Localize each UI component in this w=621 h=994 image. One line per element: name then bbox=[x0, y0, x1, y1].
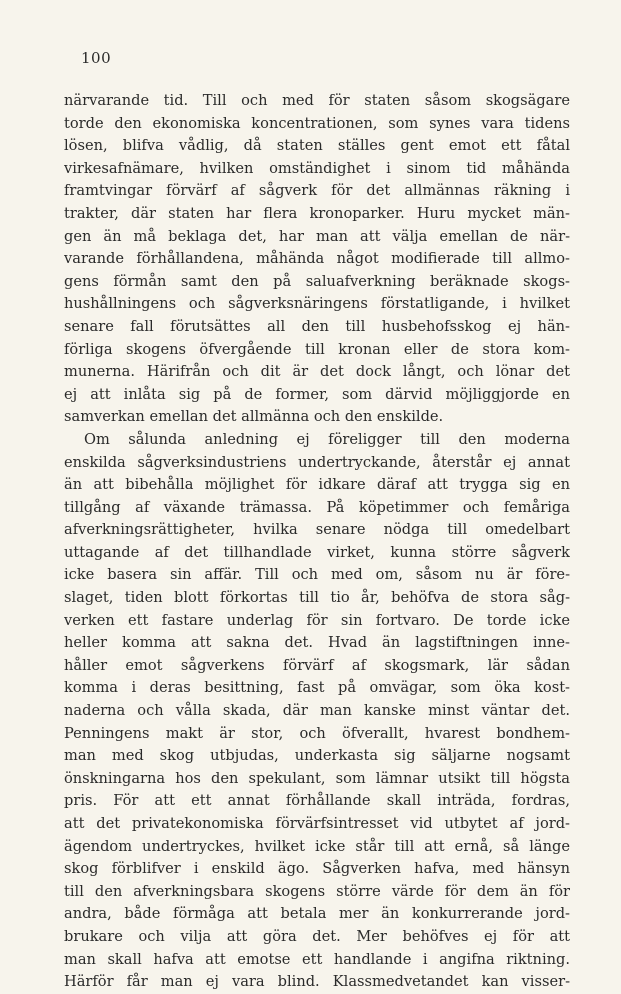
text-line: man skall hafva att emotse ett handlande i angifna riktning. bbox=[64, 950, 570, 968]
text-line: samverkan emellan det allmänna och den enskilde. bbox=[64, 408, 444, 426]
text-line: skog förblifver i enskild ägo. Sågverken hafva, med hänsyn bbox=[64, 860, 570, 878]
text-line: naderna och vålla skada, där man kanske minst väntar det. bbox=[64, 702, 570, 720]
text-line: att det privatekonomiska förvärfsintresset vid utbytet af jord- bbox=[64, 815, 570, 832]
text-line: brukare och vilja att göra det. Mer behöfves ej för att bbox=[64, 927, 570, 945]
text-line: afverkningsrättigheter, hvilka senare nödga till omedelbart bbox=[64, 521, 570, 539]
text-line: än att bibehålla möjlighet för idkare däraf att trygga sig en bbox=[64, 476, 570, 494]
text-line: hushållningens och sågverksnäringens förstatligande, i hvilket bbox=[64, 295, 570, 313]
text-line: gens förmån samt den på saluafverkning beräknade skogs- bbox=[64, 272, 570, 290]
text-line: man med skog utbjudas, underkasta sig säljarne nogsamt bbox=[64, 747, 570, 765]
text-line: slaget, tiden blott förkortas till tio år, behöfva de stora såg- bbox=[64, 589, 570, 607]
text-line: tillgång af växande trämassa. På köpetimmer och femåriga bbox=[64, 498, 570, 516]
text-line: Penningens makt är stor, och öfverallt, hvarest bondhem- bbox=[64, 724, 570, 742]
text-line: heller komma att sakna det. Hvad än lagstiftningen inne- bbox=[64, 634, 570, 652]
text-line: munerna. Härifrån och dit är det dock långt, och lönar det bbox=[64, 363, 570, 381]
text-line: ej att inlåta sig på de former, som därvid möjliggjorde en bbox=[64, 385, 570, 403]
text-line: håller emot sågverkens förvärf af skogsmark, lär sådan bbox=[64, 656, 570, 674]
text-line: lösen, blifva vådlig, då staten ställes gent emot ett fåtal bbox=[64, 137, 570, 155]
text-line: virkesafnämare, hvilken omständighet i sinom tid måhända bbox=[64, 159, 570, 177]
text-line: förliga skogens öfvergående till kronan eller de stora kom- bbox=[64, 340, 570, 358]
text-line: önskningarna hos den spekulant, som lämnar utsikt till högsta bbox=[64, 769, 570, 787]
text-line: icke basera sin affär. Till och med om, såsom nu är före- bbox=[64, 566, 570, 584]
text-line: pris. För att ett annat förhållande skall inträda, fordras, bbox=[64, 792, 570, 810]
text-line: framtvingar förvärf af sågverk för det allmännas räkning i bbox=[64, 182, 570, 200]
text-line: trakter, där staten har flera kronoparker. Huru mycket män- bbox=[64, 204, 570, 222]
text-line: enskilda sågverksindustriens undertryckande, återstår ej annat bbox=[64, 453, 570, 471]
text-line: till den afverkningsbara skogens större värde för dem än för bbox=[64, 882, 570, 900]
text-line: närvarande tid. Till och med för staten såsom skogsägare bbox=[64, 92, 570, 109]
text-line: komma i deras besittning, fast på omvägar, som öka kost- bbox=[64, 679, 570, 697]
text-line: andra, både förmåga att betala mer än konkurrerande jord- bbox=[64, 905, 570, 923]
text-line: senare fall förutsättes all den till husbehofsskog ej hän- bbox=[64, 317, 570, 335]
text-line: varande förhållandena, måhända något modifierade till allmo- bbox=[64, 250, 570, 268]
page-number: 100 bbox=[81, 49, 112, 67]
text-line: gen än må beklaga det, har man att välja emellan de när- bbox=[64, 227, 570, 245]
text-line: Härför får man ej vara blind. Klassmedvetandet kan visser- bbox=[64, 973, 570, 991]
text-line: uttagande af det tillhandlade virket, kunna större sågverk bbox=[64, 543, 570, 561]
text-line: Om sålunda anledning ej föreligger till den moderna bbox=[84, 430, 570, 448]
body-text bbox=[64, 90, 570, 994]
text-line: torde den ekonomiska koncentrationen, som synes vara tidens bbox=[64, 114, 570, 132]
text-line: verken ett fastare underlag för sin fortvaro. De torde icke bbox=[64, 611, 570, 629]
text-line: ägendom undertryckes, hvilket icke står till att ernå, så länge bbox=[64, 837, 570, 855]
